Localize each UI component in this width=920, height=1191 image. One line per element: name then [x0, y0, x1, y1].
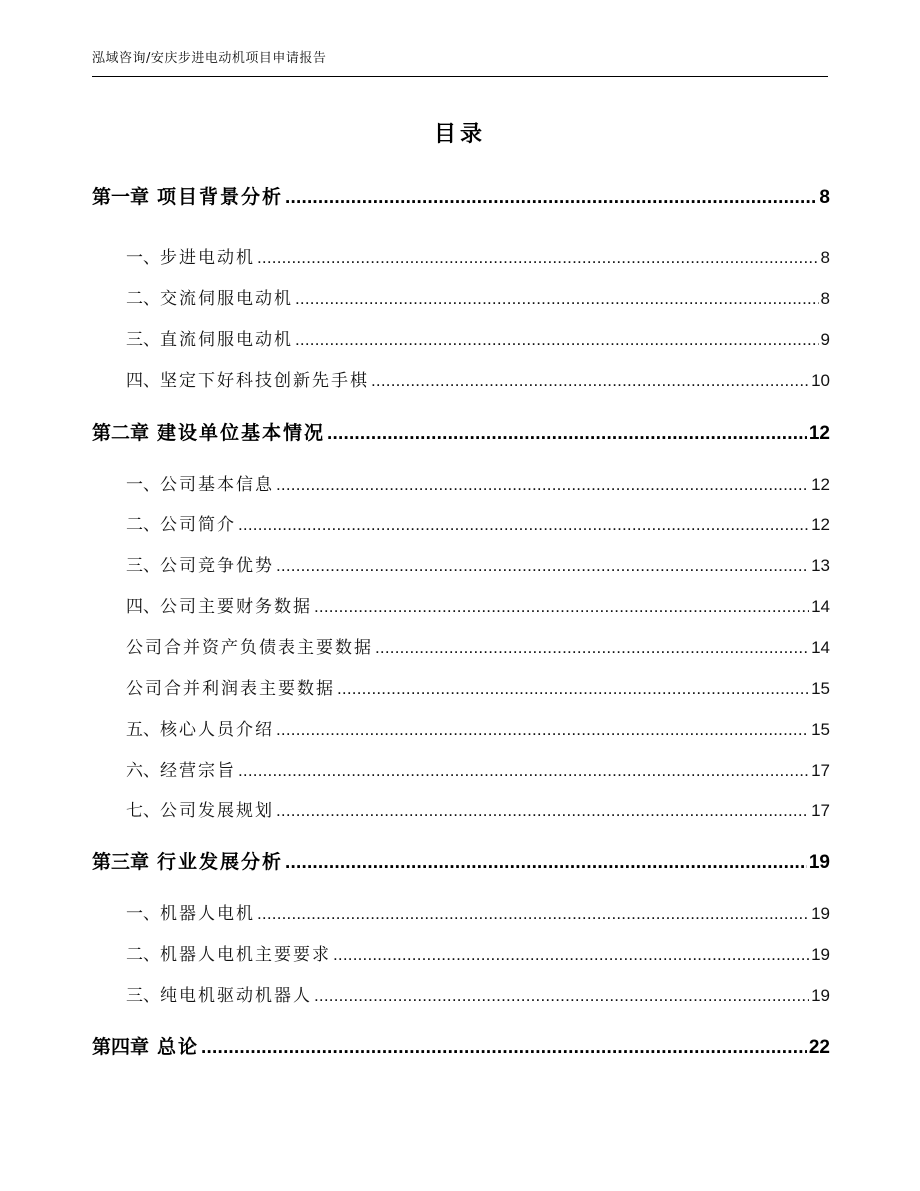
- toc-section-1-2[interactable]: [126, 287, 830, 311]
- toc-dot-leader: [295, 328, 819, 352]
- toc-entry-number: 第一章: [92, 186, 150, 208]
- toc-page-number: 19: [811, 945, 830, 964]
- toc-page-number: 14: [811, 597, 830, 616]
- toc-page-number: 12: [811, 475, 830, 494]
- toc-entry-number: 四、: [126, 597, 160, 617]
- toc-page-number: 12: [808, 423, 830, 444]
- toc-entry-title: 直流伺服电动机: [160, 330, 293, 350]
- toc-section-1-1[interactable]: [126, 246, 830, 270]
- toc-page-number: 8: [819, 187, 830, 208]
- toc-entry-title: 机器人电机: [160, 904, 255, 924]
- toc-entry-number: 三、: [126, 330, 160, 350]
- toc-entry-title: 项目背景分析: [157, 186, 284, 208]
- toc-section-3-3[interactable]: [126, 984, 830, 1008]
- toc-page-number: 15: [811, 720, 830, 739]
- toc-entry-title: 核心人员介绍: [160, 720, 274, 740]
- toc-section-2-3[interactable]: [126, 554, 830, 578]
- toc-entry-title: 公司竞争优势: [160, 556, 274, 576]
- toc-dot-leader: [201, 1035, 807, 1061]
- toc-dot-leader: [314, 984, 809, 1008]
- toc-dot-leader: [295, 287, 819, 311]
- toc-entry-number: 第三章: [92, 851, 150, 873]
- toc-subsection-income-statement[interactable]: [126, 677, 830, 701]
- toc-page-number: 14: [811, 638, 830, 657]
- toc-entry-title: 公司基本信息: [160, 475, 274, 495]
- toc-entry-number: 三、: [126, 556, 160, 576]
- toc-title: 目录: [433, 122, 486, 147]
- toc-chapter-1[interactable]: [92, 184, 830, 211]
- toc-section-3-1[interactable]: [126, 902, 830, 926]
- toc-dot-leader: [238, 513, 809, 537]
- toc-entry-number: 二、: [126, 515, 160, 535]
- toc-page-number: 15: [811, 679, 830, 698]
- toc-entry-title: 交流伺服电动机: [160, 289, 293, 309]
- toc-page-number: 10: [811, 371, 830, 390]
- toc-page-number: 8: [820, 289, 830, 308]
- toc-section-3-2[interactable]: [126, 943, 830, 967]
- toc-entry-title: 行业发展分析: [157, 851, 284, 873]
- toc-page-number: 19: [811, 904, 830, 923]
- toc-entry-title: 公司合并资产负债表主要数据: [126, 638, 373, 658]
- toc-page-number: 9: [820, 330, 830, 349]
- toc-page-number: 17: [811, 801, 830, 820]
- toc-entry-title: 公司合并利润表主要数据: [126, 679, 335, 699]
- toc-dot-leader: [337, 677, 809, 701]
- toc-chapter-2[interactable]: [92, 420, 830, 447]
- toc-entry-title: 经营宗旨: [160, 761, 236, 781]
- toc-section-2-2[interactable]: [126, 513, 830, 537]
- toc-section-2-7[interactable]: [126, 799, 830, 823]
- header-divider: [92, 76, 828, 77]
- toc-dot-leader: [375, 636, 809, 660]
- toc-entry-number: 二、: [126, 289, 160, 309]
- toc-dot-leader: [276, 799, 809, 823]
- toc-entry-number: 七、: [126, 801, 160, 821]
- toc-entry-title: 公司主要财务数据: [160, 597, 312, 617]
- toc-chapter-3[interactable]: [92, 849, 830, 876]
- toc-entry-title: 总论: [157, 1036, 200, 1058]
- toc-entry-title: 公司简介: [160, 515, 236, 535]
- toc-entry-number: 一、: [126, 904, 160, 924]
- toc-entry-number: 一、: [126, 248, 160, 268]
- toc-dot-leader: [257, 246, 819, 270]
- toc-subsection-balance-sheet[interactable]: [126, 636, 830, 660]
- toc-entry-number: 六、: [126, 761, 160, 781]
- toc-dot-leader: [276, 473, 809, 497]
- toc-dot-leader: [238, 759, 809, 783]
- toc-dot-leader: [285, 185, 817, 211]
- toc-dot-leader: [371, 369, 809, 393]
- toc-entry-title: 纯电机驱动机器人: [160, 986, 312, 1006]
- toc-page-number: 13: [811, 556, 830, 575]
- toc-section-1-3[interactable]: [126, 328, 830, 352]
- toc-section-2-6[interactable]: [126, 759, 830, 783]
- toc-page-number: 8: [820, 248, 830, 267]
- running-header: 泓域咨询/安庆步进电动机项目申请报告: [92, 51, 327, 66]
- toc-dot-leader: [333, 943, 809, 967]
- toc-page-number: 19: [811, 986, 830, 1005]
- toc-entry-number: 第二章: [92, 422, 150, 444]
- toc-dot-leader: [276, 718, 809, 742]
- toc-entry-number: 四、: [126, 371, 160, 391]
- toc-section-1-4[interactable]: [126, 369, 830, 393]
- toc-dot-leader: [327, 421, 807, 447]
- toc-dot-leader: [257, 902, 809, 926]
- toc-dot-leader: [285, 850, 807, 876]
- toc-entry-title: 建设单位基本情况: [157, 422, 326, 444]
- toc-page-number: 17: [811, 761, 830, 780]
- toc-page-number: 12: [811, 515, 830, 534]
- toc-page-number: 19: [808, 852, 830, 873]
- toc-entry-title: 机器人电机主要要求: [160, 945, 331, 965]
- toc-entry-number: 第四章: [92, 1036, 150, 1058]
- toc-entry-number: 一、: [126, 475, 160, 495]
- toc-page-number: 22: [808, 1037, 830, 1058]
- toc-section-2-5[interactable]: [126, 718, 830, 742]
- toc-dot-leader: [276, 554, 809, 578]
- toc-section-2-4[interactable]: [126, 595, 830, 619]
- toc-section-2-1[interactable]: [126, 473, 830, 497]
- toc-dot-leader: [314, 595, 809, 619]
- toc-chapter-4[interactable]: [92, 1034, 830, 1061]
- toc-entry-title: 公司发展规划: [160, 801, 274, 821]
- toc-entry-number: 五、: [126, 720, 160, 740]
- toc-entry-number: 二、: [126, 945, 160, 965]
- toc-entry-title: 坚定下好科技创新先手棋: [160, 371, 369, 391]
- toc-entry-title: 步进电动机: [160, 248, 255, 268]
- toc-entry-number: 三、: [126, 986, 160, 1006]
